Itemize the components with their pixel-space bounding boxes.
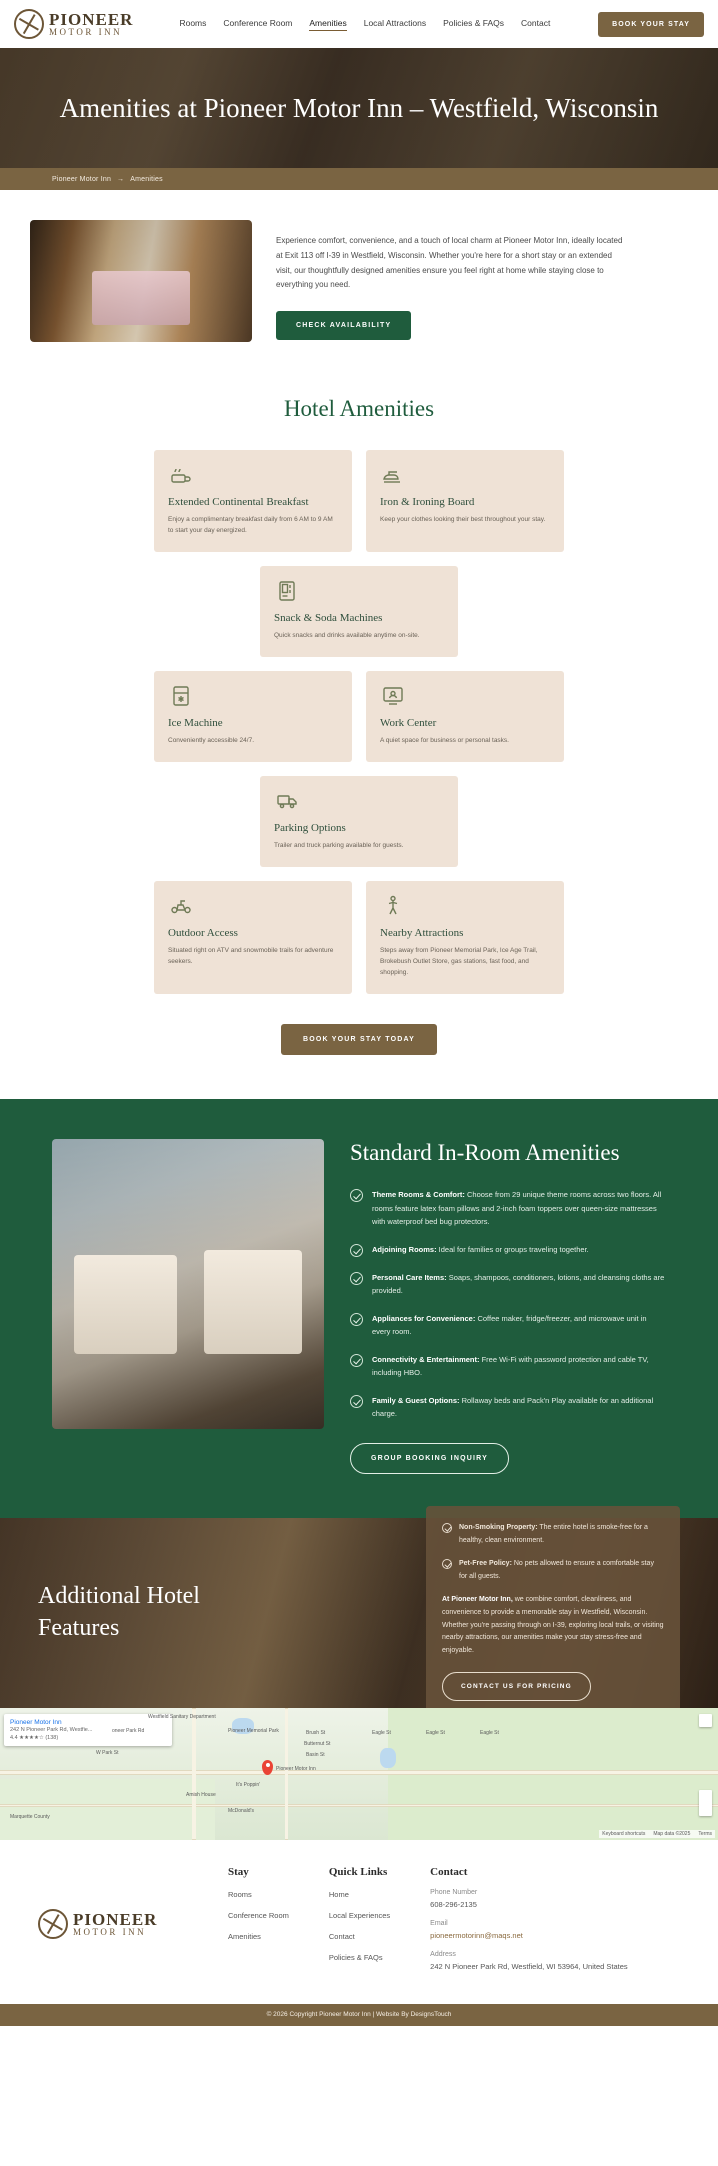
breadcrumb-separator: → [117, 175, 125, 183]
check-icon [350, 1244, 363, 1257]
top-navigation [0, 0, 718, 48]
amenities-row-3 [52, 881, 666, 994]
nav-links [179, 18, 550, 31]
attractions-icon [380, 894, 406, 918]
check-icon [350, 1395, 363, 1408]
map-label: Westfield Sanitary Department [148, 1713, 216, 1720]
footer-column-title: Quick Links [328, 1865, 388, 1878]
amenity-text: A quiet space for business or personal tasks. [380, 737, 509, 745]
list-item [350, 1353, 666, 1380]
amenity-card[interactable] [260, 776, 458, 867]
footer-column-title: Stay [228, 1865, 249, 1878]
address-label: Address [430, 1950, 456, 1958]
check-icon [350, 1313, 363, 1326]
map-label: Eagle St [480, 1729, 499, 1736]
location-map[interactable] [0, 1708, 718, 1840]
check-icon [442, 1523, 452, 1533]
amenity-title: Iron & Ironing Board [380, 496, 475, 508]
map-keyboard-shortcuts[interactable]: Keyboard shortcuts [602, 1830, 646, 1837]
map-label: Pioneer Motor Inn [276, 1765, 316, 1772]
footer-link-home[interactable]: Home [328, 1889, 349, 1899]
map-green-area [0, 1779, 215, 1840]
amenity-text: Steps away from Pioneer Memorial Park, Ice Age Trail, Brokebush Outlet Store, gas stations, fast food, and shopping. [380, 947, 538, 977]
ice-machine-icon [168, 684, 194, 708]
map-road [192, 1708, 196, 1840]
item-text: Ideal for families or groups traveling together. [436, 1244, 589, 1254]
breadcrumb-home[interactable]: Pioneer Motor Inn [52, 175, 112, 183]
amenity-title: Ice Machine [168, 717, 223, 730]
item-heading: Personal Care Items: [372, 1272, 447, 1282]
phone-label: Phone Number [430, 1888, 478, 1896]
check-icon [350, 1272, 363, 1285]
footer-logo[interactable] [38, 1866, 188, 1982]
amenity-card[interactable] [260, 566, 458, 657]
map-label: It's Poppin' [236, 1781, 261, 1788]
map-label: McDonald's [228, 1807, 254, 1814]
hotel-amenities-section [0, 386, 718, 1055]
nav-item-conference-room[interactable]: Conference Room [223, 17, 293, 28]
map-label: Brush St [306, 1729, 326, 1736]
check-icon [442, 1559, 452, 1569]
breadcrumb-current: Amenities [130, 175, 163, 183]
logo-text [49, 11, 133, 37]
item-heading: Adjoining Rooms: [372, 1244, 437, 1254]
item-text: Free Wi-Fi with password protection and cable TV, including HBO. [372, 1354, 649, 1378]
list-item [350, 1188, 666, 1229]
nav-item-local-attractions[interactable]: Local Attractions [363, 17, 427, 28]
logo-line-1: PIONEER [49, 10, 134, 29]
amenity-card[interactable] [154, 450, 352, 552]
item-text: Coffee maker, fridge/freezer, and microwave unit in every room. [372, 1313, 647, 1337]
page-title: Amenities at Pioneer Motor Inn – Westfield, Wisconsin [59, 92, 659, 123]
map-terms-link[interactable]: Terms [698, 1830, 712, 1837]
amenity-title: Extended Continental Breakfast [168, 496, 309, 508]
amenities-row-2 [52, 671, 666, 867]
phone-value[interactable]: 608-296-2135 [430, 1899, 477, 1909]
check-icon [350, 1354, 363, 1367]
item-heading: Appliances for Convenience: [372, 1313, 476, 1323]
amenity-text: Trailer and truck parking available for guests. [274, 842, 404, 850]
amenity-text: Conveniently accessible 24/7. [168, 737, 254, 745]
standard-heading: Standard In-Room Amenities [350, 1140, 620, 1166]
map-label: Eagle St [426, 1729, 445, 1736]
book-your-stay-button[interactable]: BOOK YOUR STAY [598, 12, 704, 37]
amenity-title: Nearby Attractions [380, 927, 464, 940]
parking-icon [274, 789, 300, 813]
check-icon [350, 1189, 363, 1202]
additional-paragraph: we combine comfort, cleanliness, and convenience to provide a memorable stay in Westfield, Wisconsin. Whether you're passing through on I-39, exploring local trails, or visiting nearby attractions, our amenities make your stay stress-free and enjoyable. [442, 1595, 664, 1655]
amenity-card[interactable] [366, 881, 564, 994]
amenities-heading: Hotel Amenities [283, 396, 435, 421]
standard-in-room-section [0, 1099, 718, 1517]
map-place-address: 242 N Pioneer Park Rd, Westfie... [10, 1726, 93, 1733]
map-label: Pioneer Memorial Park [228, 1727, 279, 1734]
amenity-text: Quick snacks and drinks available anytime on-site. [274, 632, 420, 640]
logo-line-2: MOTOR INN [49, 27, 123, 37]
item-text: Rollaway beds and Pack'n Play available for an additional charge. [372, 1395, 654, 1419]
standard-content [350, 1139, 666, 1473]
copyright-bar [0, 2004, 718, 2026]
item-heading: Theme Rooms & Comfort: [372, 1190, 465, 1200]
list-item [442, 1558, 664, 1584]
outdoor-icon [168, 894, 194, 918]
amenity-title: Snack & Soda Machines [274, 612, 383, 625]
amenity-title: Outdoor Access [168, 927, 238, 940]
site-footer [0, 1840, 718, 2004]
map-label: oneer Park Rd [112, 1727, 145, 1734]
site-logo[interactable] [14, 9, 133, 39]
item-heading: Non-Smoking Property: [459, 1523, 538, 1531]
map-road [0, 1804, 718, 1807]
intro-paragraph: Experience comfort, convenience, and a touch of local charm at Pioneer Motor Inn, ideally located at Exit 113 off I-39 in Westfield, Wisconsin. Whether you're here for a short stay or an extended visit, our thoughtfully designed amenities ensure you feel right at home while staying close to everything you need. [276, 236, 623, 290]
nav-item-policies-faqs[interactable]: Policies & FAQs [443, 17, 505, 28]
map-water [380, 1748, 396, 1768]
map-place-card[interactable] [4, 1714, 172, 1746]
footer-column-contact [430, 1866, 627, 1982]
email-label: Email [430, 1919, 448, 1927]
map-fullscreen-button[interactable] [699, 1714, 712, 1727]
vending-icon [274, 579, 300, 603]
wagon-wheel-icon [14, 9, 44, 39]
email-value[interactable]: pioneermotorinn@maqs.net [430, 1930, 523, 1940]
additional-features-section [0, 1518, 718, 1708]
list-item [350, 1394, 666, 1421]
item-text: Soaps, shampoos, conditioners, lotions, and cleansing cloths are provided. [372, 1272, 665, 1296]
map-road [0, 1770, 718, 1775]
amenity-title: Work Center [380, 717, 437, 730]
item-text: Choose from 29 unique theme rooms across two floors. All rooms feature latex foam pillows and 2-inch foam toppers over queen-size mattresses with waterproof bed bug protectors. [372, 1190, 662, 1227]
iron-icon [380, 463, 406, 487]
guest-room-photo [30, 220, 252, 342]
amenity-card[interactable] [366, 671, 564, 762]
amenity-card[interactable] [154, 881, 352, 994]
item-heading: Family & Guest Options: [372, 1395, 460, 1405]
intro-section [0, 190, 718, 386]
amenity-text: Situated right on ATV and snowmobile trails for adventure seekers. [168, 947, 334, 966]
map-label: Basin St [306, 1751, 325, 1758]
map-zoom-controls[interactable] [699, 1790, 712, 1816]
address-value: 242 N Pioneer Park Rd, Westfield, WI 53964, United States [430, 1961, 628, 1971]
additional-paragraph-lead: At Pioneer Motor Inn, [442, 1595, 513, 1603]
map-road [285, 1708, 288, 1840]
map-place-rating: 4.4 ★★★★☆ (138) [10, 1734, 59, 1741]
footer-logo-text [73, 1911, 157, 1937]
item-text: The entire hotel is smoke-free for a healthy, clean environment. [459, 1523, 648, 1544]
double-bed-room-photo [52, 1139, 324, 1429]
map-attribution [599, 1830, 715, 1838]
amenity-text: Enjoy a complimentary breakfast daily from 6 AM to 9 AM to start your day energized. [168, 516, 333, 535]
nav-item-rooms[interactable]: Rooms [179, 17, 207, 28]
map-label: Butternut St [304, 1740, 331, 1747]
work-center-icon [380, 684, 406, 708]
footer-link-contact[interactable]: Contact [328, 1931, 355, 1941]
amenities-row-1 [52, 450, 666, 657]
list-item [442, 1522, 664, 1548]
hero-banner [0, 48, 718, 168]
map-data-credit: Map data ©2025 [653, 1830, 691, 1837]
footer-link-policies-faqs[interactable]: Policies & FAQs [328, 1952, 383, 1962]
footer-logo-line-1: PIONEER [73, 1909, 158, 1929]
item-heading: Connectivity & Entertainment: [372, 1354, 480, 1364]
footer-column-title: Contact [430, 1865, 468, 1878]
list-item [350, 1243, 666, 1257]
group-booking-inquiry-button[interactable]: GROUP BOOKING INQUIRY [350, 1443, 509, 1474]
map-place-title[interactable]: Pioneer Motor Inn [10, 1718, 62, 1726]
footer-column-quick-links [329, 1866, 390, 1982]
intro-text-block [276, 220, 626, 340]
list-item [350, 1271, 666, 1298]
footer-link-rooms[interactable]: Rooms [228, 1889, 252, 1899]
breadcrumb [0, 168, 718, 190]
additional-info-card [426, 1506, 680, 1719]
map-marker-icon[interactable] [262, 1760, 273, 1775]
nav-item-amenities[interactable]: Amenities [309, 18, 346, 31]
nav-item-contact[interactable]: Contact [521, 17, 551, 28]
copyright-text: © 2026 Copyright Pioneer Motor Inn | Website By DesignsTouch [266, 2011, 452, 2019]
map-label: Marquette County [10, 1813, 50, 1820]
footer-column-stay [228, 1866, 289, 1982]
amenity-card[interactable] [154, 671, 352, 762]
amenity-text: Keep your clothes looking their best throughout your stay. [380, 516, 546, 523]
map-label: Eagle St [372, 1729, 391, 1736]
additional-heading: Additional Hotel Features [38, 1583, 200, 1641]
amenity-title: Parking Options [274, 822, 346, 835]
breakfast-icon [168, 463, 194, 487]
footer-link-conference-room[interactable]: Conference Room [228, 1910, 289, 1920]
footer-logo-line-2: MOTOR INN [73, 1926, 147, 1937]
amenity-card[interactable] [366, 450, 564, 552]
list-item [350, 1312, 666, 1339]
footer-link-amenities[interactable]: Amenities [228, 1931, 261, 1941]
contact-us-for-pricing-button[interactable]: CONTACT US FOR PRICING [442, 1672, 591, 1701]
map-label: Amish House [186, 1791, 216, 1798]
map-label: W Park St [96, 1749, 119, 1756]
item-text: No pets allowed to ensure a comfortable stay for all guests. [459, 1559, 654, 1580]
footer-link-local-experiences[interactable]: Local Experiences [328, 1910, 391, 1920]
item-heading: Pet-Free Policy: [459, 1559, 512, 1567]
check-availability-button[interactable]: CHECK AVAILABILITY [276, 311, 411, 340]
book-your-stay-today-button[interactable]: BOOK YOUR STAY TODAY [281, 1024, 437, 1055]
wagon-wheel-icon [38, 1909, 68, 1939]
